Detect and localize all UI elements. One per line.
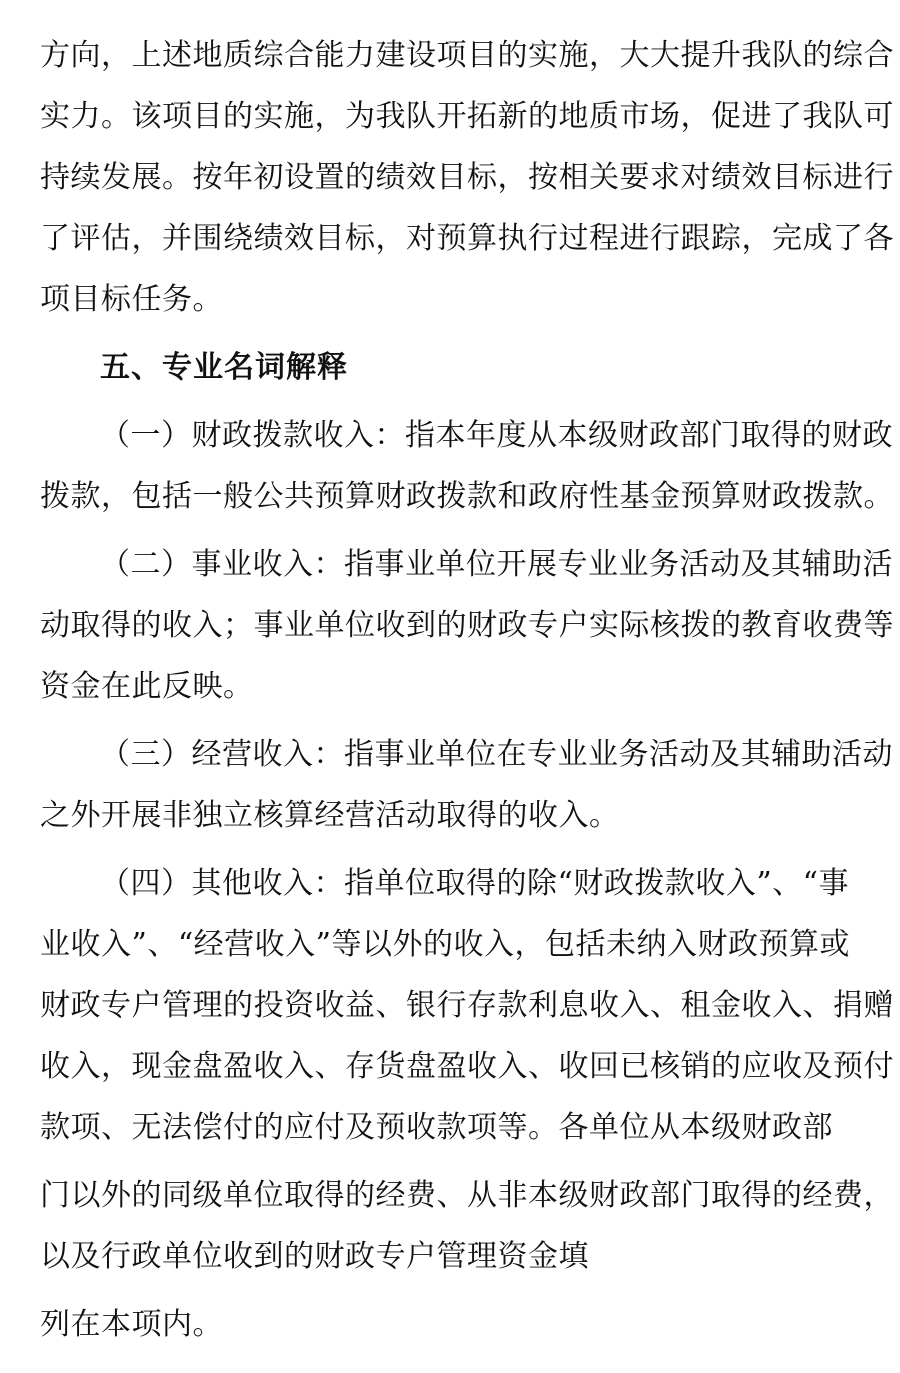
- text-line: 款项、无法偿付的应付及预收款项等。各单位从本级财政部: [40, 1110, 833, 1145]
- text-line: 了评估，并围绕绩效目标，对预算执行过程进行跟踪，完成了各: [40, 221, 894, 256]
- text-line: 之外开展非独立核算经营活动取得的收入。: [40, 798, 620, 833]
- text-line: （二）事业收入：指事业单位开展专业业务活动及其辅助活: [100, 547, 893, 582]
- text-line: 拨款，包括一般公共预算财政拨款和政府性基金预算财政拨款。: [40, 479, 894, 514]
- text-line: 业收入”、“经营收入”等以外的收入，包括未纳入财政预算或: [40, 927, 851, 962]
- text-line: 方向，上述地质综合能力建设项目的实施，大大提升我队的综合: [40, 38, 894, 73]
- text-line: 列在本项内。: [40, 1307, 223, 1342]
- text-line: 以及行政单位收到的财政专户管理资金填: [40, 1239, 589, 1274]
- text-line: （一）财政拨款收入：指本年度从本级财政部门取得的财政: [100, 418, 893, 453]
- text-line: （四）其他收入：指单位取得的除“财政拨款收入”、“事: [100, 866, 850, 901]
- text-line: 持续发展。按年初设置的绩效目标，按相关要求对绩效目标进行: [40, 160, 894, 195]
- section-heading: 五、专业名词解释: [100, 350, 348, 385]
- text-line: （三）经营收入：指事业单位在专业业务活动及其辅助活动: [100, 737, 893, 772]
- text-line: 财政专户管理的投资收益、银行存款利息收入、租金收入、捐赠: [40, 988, 894, 1023]
- text-line: 门以外的同级单位取得的经费、从非本级财政部门取得的经费，: [40, 1178, 894, 1213]
- text-line: 实力。该项目的实施，为我队开拓新的地质市场，促进了我队可: [40, 99, 894, 134]
- text-line: 项目标任务。: [40, 282, 223, 317]
- text-line: 动取得的收入；事业单位收到的财政专户实际核拨的教育收费等: [40, 608, 894, 643]
- text-line: 收入，现金盘盈收入、存货盘盈收入、收回已核销的应收及预付: [40, 1049, 894, 1084]
- text-line: 资金在此反映。: [40, 669, 254, 704]
